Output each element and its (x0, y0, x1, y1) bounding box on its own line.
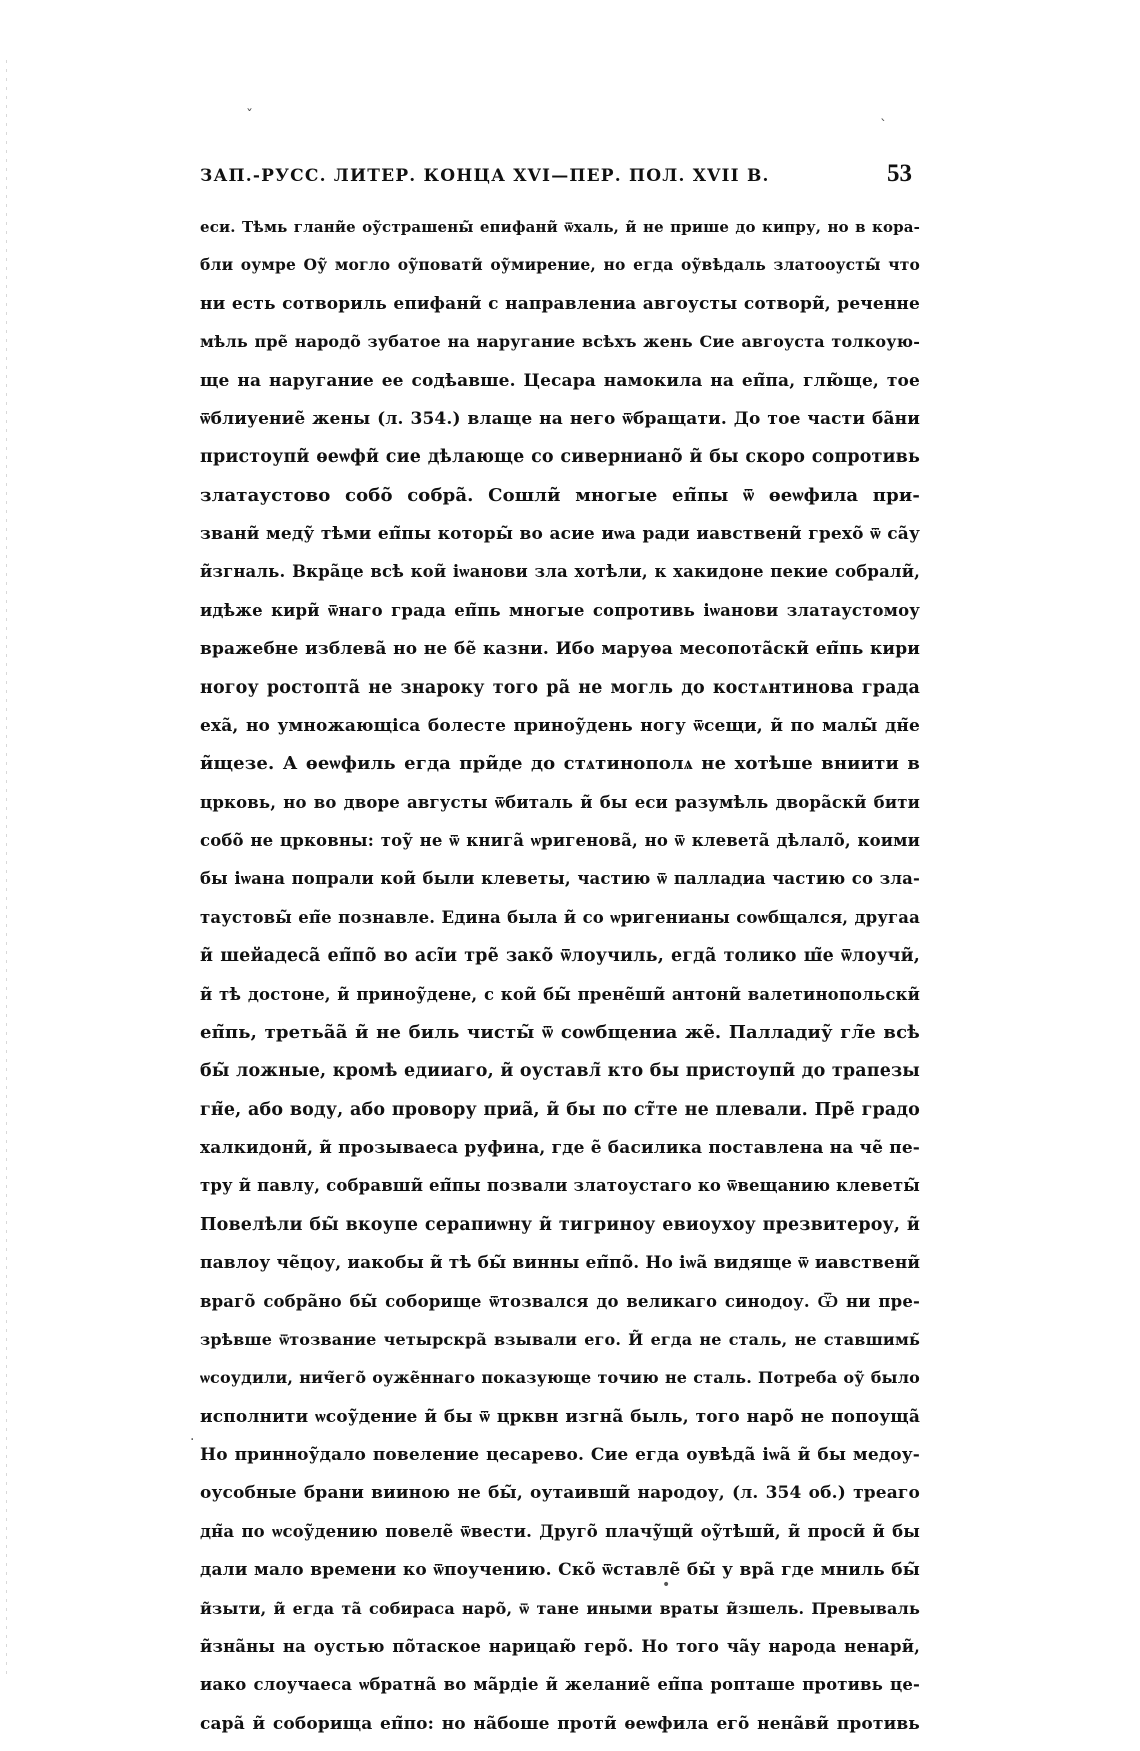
text-line: бы̃ ложные, кромѣ едииаго, и̃ оуставл̃ кто бы пристоупи̃ до трапезы (200, 1061, 920, 1082)
text-line: црковь, но во дворе августы ѿбиталь и̃ бы еси разумѣль двора̃ски̃ бити (200, 792, 920, 812)
scan-edge-shadow (6, 60, 7, 1680)
text-line: иако слоучаеса ѡбратна̃ во ма̃рдіе и̃ желание̃ еп̃па ропташе противь це- (200, 1675, 920, 1695)
text-line: гн̃е, або воду, або провору приа̃, и̃ бы по ст̃те не плевали. Пре̃ градо (200, 1099, 920, 1120)
top-right-tick-mark: ` (880, 118, 887, 134)
text-line: и̃ шейадеса̃ еп̃по̃ во асі̃и тре̃ зако̃ ѿлоучиль, егда̃ толико ш̃е ѿлоучи̃, (200, 946, 920, 967)
text-line: и̃згналь. Вкра̃це всѣ кои̃ іѡанови зла хотѣли, к хакидоне пекие собрали̃, (200, 562, 920, 582)
running-head: ЗАП.-РУСС. ЛИТЕР. КОНЦА XVI—ПЕР. ПОЛ. XVII В. (200, 166, 770, 186)
text-line: вражебне изблева̃ но не бе̃ казни. Ибо маруѳа месопота̃ски̃ еп̃пь кири (200, 639, 920, 660)
text-line: еха̃, но умножающіса болесте приноу̃день ногу ѿсещи, и̃ по малы̃ дн̃е (200, 715, 920, 736)
page-header (200, 160, 912, 200)
text-line: ще на наругание ее содѣавше. Цесара намокила на еп̃па, глю̃ще, тое (200, 370, 920, 391)
text-line: пристоупи̃ ѳеѡфи̃ сие дѣлающе со сиверниано̃ и̃ бы скоро сопротивь (200, 447, 920, 468)
text-line: ѡсоудили, нич̃его̃ оуже̃ннаго показующе точию не сталь. Потреба оу̃ было (200, 1368, 920, 1388)
text-line: оусобные брани вииною не бы̃, оутаивши̃ народоу, (л. 354 об.) треаго (200, 1483, 920, 1504)
text-line: павлоу че̃цоу, иакобы и̃ тѣ бы̃ винны еп̃по̃. Но іѡа̃ видяще ѿ иавствени̃ (200, 1253, 920, 1274)
text-line: исполнити ѡсоу̃дение и̃ бы ѿ црквн изгна̃ быль, того наро̃ не попоуща̃ (200, 1406, 920, 1427)
text-line: и̃ тѣ достоне, и̃ приноу̃дене, с кои̃ бы̃ прене̃ши̃ антони̃ валетинопольски̃ (200, 984, 920, 1004)
text-line: Но принноу̃дало повеление цесарево. Сие егда оувѣда̃ іѡа̃ и̃ бы медоу- (200, 1445, 920, 1465)
text-line: и̃зна̃ны на оустью по̃таское нарицаю̃ геро̃. Но того ча̃у народа ненари̃, (200, 1636, 920, 1656)
text-line: бли оумре Оу̃ могло оу̃повати̃ оу̃мирение, но егда оу̃вѣдаль златооусты̃ что (200, 255, 920, 275)
text-line: ногоу ростопта̃ не знароку того ра̃ не могль до костѧнтинова града (200, 677, 920, 698)
text-line: собо̃ не црковны: тоу̃ не ѿ книга̃ ѡригенова̃, но ѿ клевета̃ дѣлало̃, коими (200, 831, 920, 850)
text-line: бы іѡана попрали кои̃ были клеветы, частию ѿ палладиа частию со зла- (200, 869, 920, 889)
text-line: дн̃а по ѡсоу̃дению повеле̃ ѿвести. Друго̃ плачу̃щи̃ оу̃тѣши̃, и̃ проси̃ и̃ бы (200, 1521, 920, 1541)
text-line: тру и̃ павлу, собравши̃ еп̃пы позвали златоустаго ко ѿвещанию клеветы̃ (200, 1176, 920, 1196)
text-line: дали мало времени ко ѿпоучению. Ско̃ ѿставле̃ бы̃ у вра̃ где мниль бы̃ (200, 1560, 920, 1581)
text-line: зрѣвше ѿтозвание четырскра̃ взывали его. И̃ егда не сталь, не ставшимь̃ (200, 1329, 920, 1349)
text-line: и̃щезе. А ѳеѡфиль егда при̃де до стѧтинополѧ не хотѣше вниити в (200, 753, 920, 775)
text-line: звани̃ меду̃ тѣми еп̃пы которы̃ во асие иѡа ради иавствени̃ грехо̃ ѿ са̃у (200, 524, 920, 544)
text-line: враго̃ собра̃но бы̃ соборище ѿтозвался до великаго синодоу. Ѿ ни пре- (200, 1291, 920, 1311)
text-line: ѿблиуение̃ жены (л. 354.) влаще на него ѿбращати. До тое части ба̃ни (200, 408, 920, 429)
top-tick-mark: ˇ (246, 108, 253, 124)
text-line: мѣль пре̃ народо̃ зубатое на наругание всѣхъ жень Сие авгоуста толкоую- (200, 332, 920, 352)
text-line: идѣже кири̃ ѿнаго града еп̃пь многые сопротивь іѡанови златаустомоу (200, 600, 920, 620)
text-line: златаустово собо̃ собра̃. Сошли̃ многые еп̃пы ѿ ѳеѡфила при- (200, 484, 920, 506)
text-line: и̃зыти, и̃ егда та̃ собираса наро̃, ѿ тане иными враты и̃зшель. Превываль (200, 1598, 920, 1618)
text-line: таустовы̃ еп̃е познавле. Едина была и̃ со ѡригенианы соѡбщался, другаа (200, 907, 920, 927)
text-line: еп̃пь, третьа̃а̃ и̃ не биль чисты̃ ѿ соѡбщениа же̃. Палладиу̃ гл̃е всѣ (200, 1021, 920, 1043)
text-line: Повелѣли бы̃ вкоупе серапиѡну и̃ тигриноу евиоухоу презвитероу, и̃ (200, 1214, 920, 1235)
page-number: 53 (887, 160, 912, 187)
bottom-dot: • (662, 1577, 671, 1593)
left-margin-dot: · (190, 1432, 195, 1448)
text-line: еси. Тѣмь глани̃е оу̃страшены̃ епифани̃ ѿхаль, и̃ не прише до кипру, но в кора- (200, 218, 920, 236)
body-text (200, 208, 920, 1743)
text-line: сара̃ и̃ соборища еп̃по: но на̃боше проти̃ ѳеѡфила его̃ нена̃ви̃ противь (200, 1713, 920, 1734)
text-line: халкидони̃, и̃ прозываеса руфина, где е̃ басилика поставлена на че̃ пе- (200, 1138, 920, 1158)
text-line: ни есть сотвориль епифани̃ с направлениа авгоусты сотвори̃, реченне (200, 293, 920, 314)
